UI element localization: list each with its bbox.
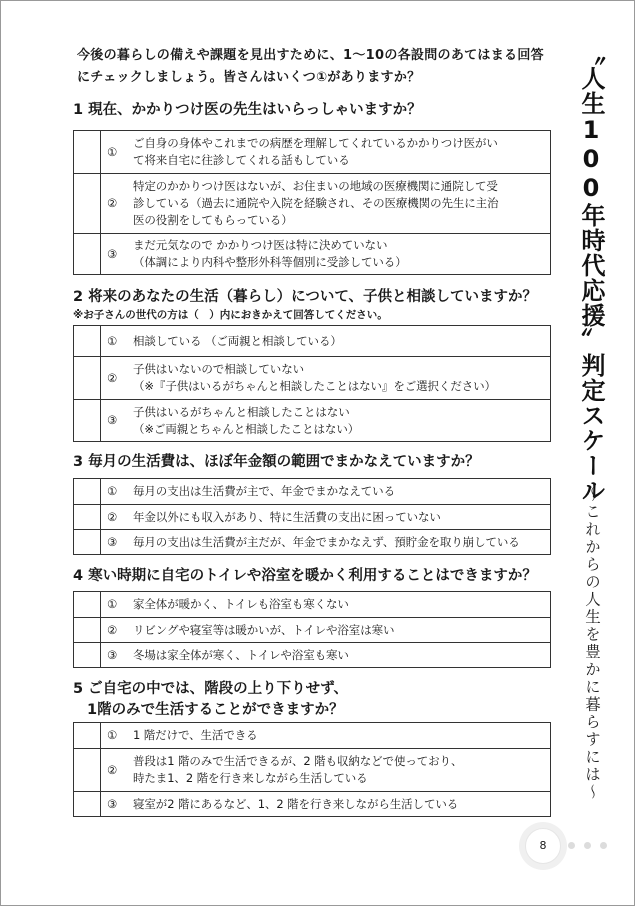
- question-1-options: [73, 130, 551, 275]
- question-5-heading-line-1: 5 ご自宅の中では、階段の上り下りせず、: [73, 681, 348, 697]
- question-2-note: ※お子さんの世代の方は（ ）内におきかえて回答してください。: [73, 309, 388, 321]
- option-number: ①: [107, 728, 118, 742]
- checkbox[interactable]: [74, 618, 101, 642]
- option-line: 冬場は家全体が寒く、トイレや浴室も寒い: [133, 647, 349, 662]
- checkbox[interactable]: [74, 749, 101, 791]
- option-text: [101, 357, 550, 399]
- option-line: ご自身の身体やこれまでの病歴を理解してくれているかかりつけ医がい: [133, 136, 498, 150]
- option-number: ①: [107, 333, 118, 348]
- checkbox[interactable]: [74, 174, 101, 233]
- option-row[interactable]: [74, 529, 550, 554]
- checkbox[interactable]: [74, 792, 101, 816]
- option-line: 診している（過去に通院や入院を経験され、その医療機関の先生に主治: [133, 196, 499, 210]
- option-row[interactable]: [74, 791, 550, 816]
- question-2-options: [73, 325, 551, 442]
- option-number: ③: [107, 246, 118, 261]
- option-text: [101, 618, 550, 642]
- checkbox[interactable]: [74, 505, 101, 529]
- option-row[interactable]: [74, 233, 550, 274]
- option-number: ①: [107, 484, 118, 498]
- decorative-dot: [600, 842, 607, 849]
- intro-line: [77, 45, 557, 89]
- option-line: 普段は1 階のみで生活できるが、2 階も収納などで使っており、: [133, 754, 463, 768]
- option-line: 医の役割をしてもらっている）: [133, 213, 293, 227]
- question-4-heading: 4 寒い時期に自宅のトイレや浴室を暖かく利用することはできますか？: [73, 568, 537, 584]
- option-line: 子供はいるがちゃんと相談したことはない: [133, 404, 350, 419]
- option-text: [101, 749, 550, 791]
- checkbox[interactable]: [74, 592, 101, 617]
- question-3-heading: 3 毎月の生活費は、ほぼ年金額の範囲でまかなえていますか？: [73, 454, 480, 470]
- option-line: 子供はいないので相談していない: [133, 362, 304, 376]
- option-number: ③: [107, 647, 118, 662]
- option-row[interactable]: [74, 131, 550, 173]
- option-line: 年金以外にも収入があり、特に生活費の支出に困っていない: [133, 509, 441, 524]
- vertical-subtitle: ～これからの人生を豊かに暮らすには～: [583, 486, 601, 801]
- option-line: 1 階だけで、生活できる: [133, 728, 258, 742]
- decorative-dot: [568, 842, 575, 849]
- option-line: リビングや寝室等は暖かいが、トイレや浴室は寒い: [133, 622, 395, 637]
- option-row[interactable]: [74, 723, 550, 748]
- option-row[interactable]: [74, 479, 550, 504]
- option-row[interactable]: [74, 504, 550, 529]
- option-text: [101, 792, 550, 816]
- option-number: ②: [107, 370, 118, 385]
- option-text: [101, 530, 550, 554]
- option-line: 毎月の支出は生活費が主で、年金でまかなえている: [133, 484, 395, 498]
- checkbox[interactable]: [74, 326, 101, 356]
- question-5-heading-line-2: 1階のみで生活することができますか？: [87, 702, 344, 718]
- option-text: [101, 505, 550, 529]
- option-line: （※『子供はいるがちゃんと相談したことはない』をご選択ください）: [133, 379, 496, 393]
- option-row[interactable]: [74, 399, 550, 441]
- option-text: [101, 131, 550, 173]
- checkbox[interactable]: [74, 723, 101, 748]
- option-row[interactable]: [74, 748, 550, 791]
- option-number: ②: [107, 196, 118, 210]
- option-line: （体調により内科や整形外科等個別に受診している）: [133, 255, 407, 269]
- option-number: ③: [107, 796, 118, 811]
- option-row[interactable]: [74, 617, 550, 642]
- question-1-heading: 1 現在、かかりつけ医の先生はいらっしゃいますか？: [73, 102, 422, 118]
- option-text: [101, 479, 550, 504]
- option-line: 毎月の支出は生活費が主だが、年金でまかなえず、預貯金を取り崩している: [133, 534, 520, 549]
- question-3-options: [73, 478, 551, 555]
- checkbox[interactable]: [74, 234, 101, 274]
- option-row[interactable]: [74, 592, 550, 617]
- decorative-dot: [584, 842, 591, 849]
- option-line: 家全体が暖かく、トイレも浴室も寒くない: [133, 597, 349, 611]
- checkbox[interactable]: [74, 400, 101, 441]
- option-line: （※ご両親とちゃんと相談したことはない）: [133, 421, 360, 436]
- intro-sentence-2: 皆さんはいくつ①がありますか？: [222, 70, 421, 85]
- option-row[interactable]: [74, 173, 550, 233]
- option-number: ②: [107, 622, 118, 637]
- option-line: 相談している （ご両親と相談している）: [133, 333, 342, 348]
- option-text: [101, 326, 550, 356]
- option-number: ②: [107, 762, 118, 777]
- option-number: ②: [107, 509, 118, 524]
- checkbox[interactable]: [74, 479, 101, 504]
- page-number: 8: [525, 828, 561, 864]
- option-text: [101, 643, 550, 667]
- option-number: ①: [107, 144, 118, 159]
- intro-sentence-1: 今後の暮らしの備えや課題を見出すために、1～10の各設問のあてはまる回答にチェックしましょう。: [77, 48, 544, 85]
- option-text: [101, 234, 550, 274]
- option-text: [101, 723, 550, 748]
- question-2-heading: 2 将来のあなたの生活（暮らし）について、子供と相談していますか？: [73, 289, 538, 305]
- checkbox[interactable]: [74, 643, 101, 667]
- option-row[interactable]: [74, 356, 550, 399]
- option-line: て将来自宅に往診してくれる話もしている: [133, 153, 350, 167]
- checkbox[interactable]: [74, 357, 101, 399]
- option-row[interactable]: [74, 326, 550, 356]
- question-5-heading: [73, 679, 561, 721]
- option-line: まだ元気なので かかりつけ医は特に決めていない: [133, 238, 388, 252]
- option-number: ③: [107, 534, 118, 549]
- option-number: ③: [107, 413, 118, 427]
- option-line: 特定のかかりつけ医はないが、お住まいの地域の医療機関に通院して受: [133, 179, 498, 193]
- option-line: 時たま1、2 階を行き来しながら生活している: [133, 771, 368, 785]
- question-4-options: [73, 591, 551, 668]
- intro-text: [77, 45, 557, 89]
- option-row[interactable]: [74, 642, 550, 667]
- option-text: [101, 592, 550, 617]
- vertical-title: 〝人生100年時代応援〞判定スケール: [577, 41, 605, 503]
- option-line: 寝室が2 階にあるなど、1、2 階を行き来しながら生活している: [133, 796, 459, 811]
- option-text: [101, 174, 550, 233]
- option-text: [101, 400, 550, 441]
- checkbox[interactable]: [74, 530, 101, 554]
- option-number: ①: [107, 597, 118, 611]
- checkbox[interactable]: [74, 131, 101, 173]
- question-5-options: [73, 722, 551, 817]
